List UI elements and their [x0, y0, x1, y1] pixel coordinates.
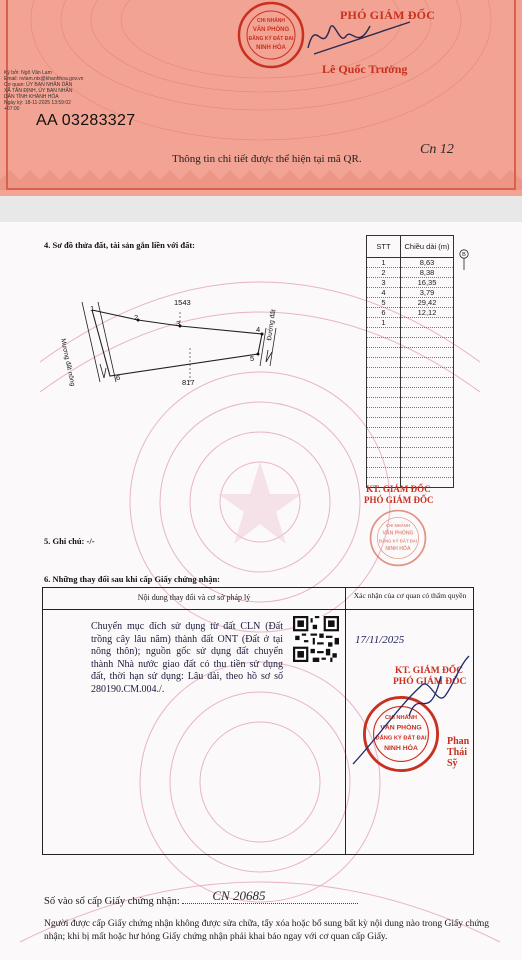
col-header-stt: STT — [367, 236, 401, 258]
register-field — [182, 888, 358, 904]
table-cell — [367, 448, 401, 458]
col-header-confirmation: Xác nhận của cơ quan có thẩm quyền — [353, 591, 467, 600]
table-divider — [43, 609, 473, 610]
table-cell: 8,63 — [401, 258, 454, 268]
table-cell — [367, 438, 401, 448]
qr-note: Thông tin chi tiết được thể hiện tại mã QR. — [172, 153, 362, 165]
table-cell — [401, 368, 454, 378]
authority-title: KT. GIÁM ĐỐC — [395, 666, 464, 676]
handwritten-initials: Cn 12 — [420, 142, 454, 157]
north-arrow-icon — [459, 248, 469, 272]
table-cell — [401, 438, 454, 448]
table-cell: 3,79 — [401, 288, 454, 298]
table-cell — [401, 338, 454, 348]
table-cell — [401, 408, 454, 418]
authority-role: PHÓ GIÁM ĐỐC — [393, 677, 467, 687]
table-cell — [401, 348, 454, 358]
table-cell: 1 — [367, 318, 401, 328]
section-6-title: 6. Những thay đổi sau khi cấp Giấy chứng nhận: — [44, 574, 221, 584]
table-cell — [367, 398, 401, 408]
table-cell — [367, 428, 401, 438]
signer-line: DÂN TỈNH KHÁNH HÒA — [4, 94, 59, 100]
table-divider — [345, 588, 346, 854]
svg-text:B: B — [462, 252, 466, 258]
signer-line: Ký bởi: Ngô Văn Lam — [4, 70, 52, 76]
table-cell — [401, 378, 454, 388]
point-label: 1 — [90, 304, 95, 313]
table-cell: 2 — [367, 268, 401, 278]
qr-code — [293, 616, 339, 667]
table-cell — [401, 398, 454, 408]
table-cell — [401, 318, 454, 328]
signer-line: Ngày ký: 18-11-2025 13:59:02 — [4, 100, 71, 106]
road-label-left: Mương đất nông — [59, 338, 77, 387]
edge-length-table — [366, 235, 454, 488]
footer-note: Người được cấp Giấy chứng nhận không được sửa chữa, tẩy xóa hoặc bổ sung bất kỳ nội dung nào trong Giấy chứng nhận; khi bị mất hoặc hư hỏng Giấy chứng nhận phải khai báo ngay với cơ quan cấp Giấy. — [44, 919, 490, 942]
official-role: PHÓ GIÁM ĐỐC — [340, 8, 436, 22]
authority-title-seal: KT. GIÁM ĐỐC — [366, 484, 431, 494]
table-cell — [401, 358, 454, 368]
point-label: 4 — [256, 325, 261, 334]
table-cell — [401, 448, 454, 458]
table-cell — [367, 468, 401, 478]
table-cell: 5 — [367, 298, 401, 308]
adjacent-parcel-bottom: 817 — [182, 378, 195, 387]
table-cell — [367, 338, 401, 348]
table-cell — [367, 458, 401, 468]
certificate-page — [0, 222, 522, 960]
changes-table — [42, 587, 474, 855]
svg-text:ĐĂNG KÝ ĐẤT ĐAI: ĐĂNG KÝ ĐẤT ĐAI — [248, 36, 294, 42]
table-cell — [401, 418, 454, 428]
point-label: 3 — [176, 319, 181, 328]
svg-text:VĂN PHÒNG: VĂN PHÒNG — [380, 724, 422, 732]
register-number: CN 20685 — [212, 888, 266, 903]
table-cell: 1 — [367, 258, 401, 268]
red-seal-stamp-faded — [358, 508, 438, 568]
certificate-top-strip — [0, 0, 522, 196]
col-header-content: Nội dung thay đổi và cơ sở pháp lý — [137, 593, 251, 602]
signature-scribble — [300, 6, 420, 66]
signer-line: Email: nvlam.ntx@khanhhoa.gov.vn — [4, 76, 84, 82]
point-label: 5 — [250, 354, 255, 363]
table-cell — [401, 428, 454, 438]
svg-text:NINH HÒA: NINH HÒA — [385, 546, 411, 552]
table-cell — [401, 388, 454, 398]
table-cell — [367, 348, 401, 358]
authority-signer-name: Phan Thái Sỹ — [447, 736, 470, 769]
table-cell: 8,38 — [401, 268, 454, 278]
confirmation-date: 17/11/2025 — [355, 634, 405, 646]
table-cell — [367, 328, 401, 338]
point-label: 2 — [134, 313, 139, 322]
svg-text:CHI NHÁNH: CHI NHÁNH — [386, 522, 410, 528]
svg-text:VĂN PHÒNG: VĂN PHÒNG — [382, 530, 414, 537]
register-number-row — [44, 888, 358, 907]
table-cell — [401, 328, 454, 338]
svg-text:VĂN PHÒNG: VĂN PHÒNG — [252, 27, 290, 33]
section-4-title: 4. Sơ đồ thửa đất, tài sản gắn liền với đất: — [44, 240, 196, 250]
road-label-right: Đường đất — [266, 308, 278, 341]
svg-text:NINH HÒA: NINH HÒA — [256, 45, 286, 51]
svg-text:CHI NHÁNH: CHI NHÁNH — [385, 715, 417, 722]
register-label: Số vào sổ cấp Giấy chứng nhận: — [44, 896, 180, 907]
table-cell: 16,35 — [401, 278, 454, 288]
table-cell — [367, 368, 401, 378]
svg-text:NINH HÒA: NINH HÒA — [384, 745, 418, 752]
red-seal-stamp — [236, 0, 306, 70]
change-content: Chuyển mục đích sử dụng từ đất CLN (Đất trồng cây lâu năm) thành đất ONT (Đất ở tại nông thôn); nguồn gốc sử dụng đất chuyển thành Nhà nước giao đất có thu tiền sử dụng đất, thời hạn sử dụng: Lâu dài, theo hồ sơ số 280190.CM.004./. — [91, 621, 283, 695]
table-cell — [367, 388, 401, 398]
digital-signer-info — [4, 70, 116, 112]
svg-text:CHI NHÁNH: CHI NHÁNH — [256, 18, 286, 24]
table-cell — [401, 458, 454, 468]
table-cell: 6 — [367, 308, 401, 318]
signer-line: +07:00 — [4, 106, 20, 112]
adjacent-parcel-top: 1543 — [174, 298, 191, 307]
section-5-title: 5. Ghi chú: -/- — [44, 536, 95, 546]
point-label: 6 — [116, 373, 121, 382]
table-cell — [367, 418, 401, 428]
table-cell: 29,42 — [401, 298, 454, 308]
table-cell — [367, 408, 401, 418]
table-cell — [401, 468, 454, 478]
svg-text:ĐĂNG KÝ ĐẤT ĐAI: ĐĂNG KÝ ĐẤT ĐAI — [375, 735, 427, 742]
page-separator — [0, 196, 522, 222]
signer-line: XÃ TÂN ĐỊNH, ỦY BAN NHÂN — [4, 88, 73, 94]
table-cell — [367, 358, 401, 368]
official-name: Lê Quốc Trưởng — [322, 62, 408, 76]
col-header-length: Chiều dài (m) — [401, 236, 454, 258]
table-cell: 12,12 — [401, 308, 454, 318]
authority-role-seal: PHÓ GIÁM ĐỐC — [364, 495, 434, 505]
certificate-serial: AA 03283327 — [36, 112, 136, 129]
table-cell: 4 — [367, 288, 401, 298]
signer-line: Cơ quan: ỦY BAN NHÂN DÂN — [4, 82, 73, 88]
table-cell: 3 — [367, 278, 401, 288]
svg-text:ĐĂNG KÝ ĐẤT ĐAI: ĐĂNG KÝ ĐẤT ĐAI — [378, 538, 418, 544]
table-cell — [367, 378, 401, 388]
